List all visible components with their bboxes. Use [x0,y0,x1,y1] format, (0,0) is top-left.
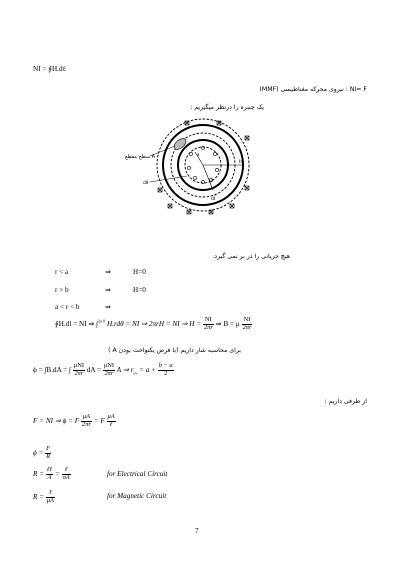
eq-r1-p1: R = [33,469,45,478]
flux-intro: برای محاسبه شار داریم (با فرض یکنواخت بودن A ) [108,347,241,354]
eq-r2-p1: R = [33,492,45,501]
implies-arrow: ⇒ [105,286,112,294]
eq-flux-frac2: $\frac{\text{μNI}}{2\pi r}$ [103,362,114,377]
eq-mmf-flux [33,414,116,428]
eq-f-p2: = F [93,416,105,425]
note-electrical: for Electrical Circuit [107,470,168,478]
label-section: سطح مقطع A [125,154,156,160]
eq-phi-frac: $\frac{F}{R}$ [46,445,51,460]
other-side-text: از طرفی داریم : [324,398,367,405]
condition-row [55,302,133,311]
condition-result: H=0 [133,286,146,294]
condition-row [55,285,146,294]
eq-r1-frac2: $\frac{\text{ℓ}}{\sigma A}$ [62,466,70,481]
eq-flux-p2: dA = [86,365,102,374]
label-r: r [211,178,213,184]
eq-f-p1: F = NI ⇒ ϕ = F [33,416,80,425]
eq-h-lhs: ∮H.dl = NI ⇒ ∫ [55,319,99,328]
eq-phi [33,446,51,460]
implies-arrow: ⇒ [105,303,112,311]
eq-r1-frac1: $\frac{\text{ℓℓ}}{A}$ [46,466,53,481]
label-a: a [197,152,200,158]
eq-r1-eq: = [54,469,60,478]
eq-ampere: NI = ∮H.dℓ [33,65,67,73]
implies-arrow: ⇒ [105,268,112,276]
condition-text: a < r < b [55,303,80,311]
condition-text: r > b [55,286,69,294]
eq-f-frac2: $\frac{\mu A}{\text{ℓ}}$ [107,413,115,428]
eq-h-limits: 2π 0 [98,318,106,324]
eq-flux-frac1: $\frac{\text{μNI}}{2\pi r}$ [73,362,84,377]
eq-h-mid: H.rdθ = NI ⇒ 2πrH = NI ⇒ H = [106,319,202,328]
eq-phi-p1: ϕ = [33,448,44,457]
toroid-intro: یک چنبره را درنظر میگیریم : [190,104,264,111]
toroid-figure [125,118,265,218]
eq-h-field [55,317,252,331]
eq-r2-frac: $\frac{\text{ℓ}}{\mu A}$ [46,489,54,504]
outer-current-markers [158,121,249,214]
label-dl: dl [211,196,216,202]
note-magnetic: for Magnetic Circuit [107,492,167,500]
page-number: 7 [195,527,199,535]
mmf-label: NI= F : نیروی محرکه مغناطیسی (MMF) [259,86,367,93]
label-b: b [239,159,242,165]
label-dtheta: dθ [143,180,149,186]
eq-r-magnetic [33,490,55,504]
eq-flux-p1: ϕ = ∫B.dA = ∫ [33,365,71,374]
eq-h-frac2: $\frac{NI}{2\pi r}$ [242,316,252,331]
condition-result: H=0 [133,268,146,276]
condition-row [55,267,146,276]
eq-f-frac1: $\frac{\mu A}{2\pi r}$ [82,413,91,428]
eq-h-frac1: $\frac{NI}{2\pi r}$ [203,316,213,331]
eq-flux-p4: = a + [139,365,156,374]
no-current-text: هیچ جریانی را در بر نمی گیرد. [212,253,290,260]
eq-flux [33,363,174,377]
eq-r-electrical [33,467,71,481]
condition-text: r < a [55,268,69,276]
eq-h-arrow: ⇒ B = μ [215,319,240,328]
eq-flux-frac3: $\frac{b - a}{2}$ [158,362,173,377]
eq-flux-sub: av [133,370,138,376]
eq-flux-p3: A ⇒ r [116,365,134,374]
cross-section-shape [172,136,188,151]
